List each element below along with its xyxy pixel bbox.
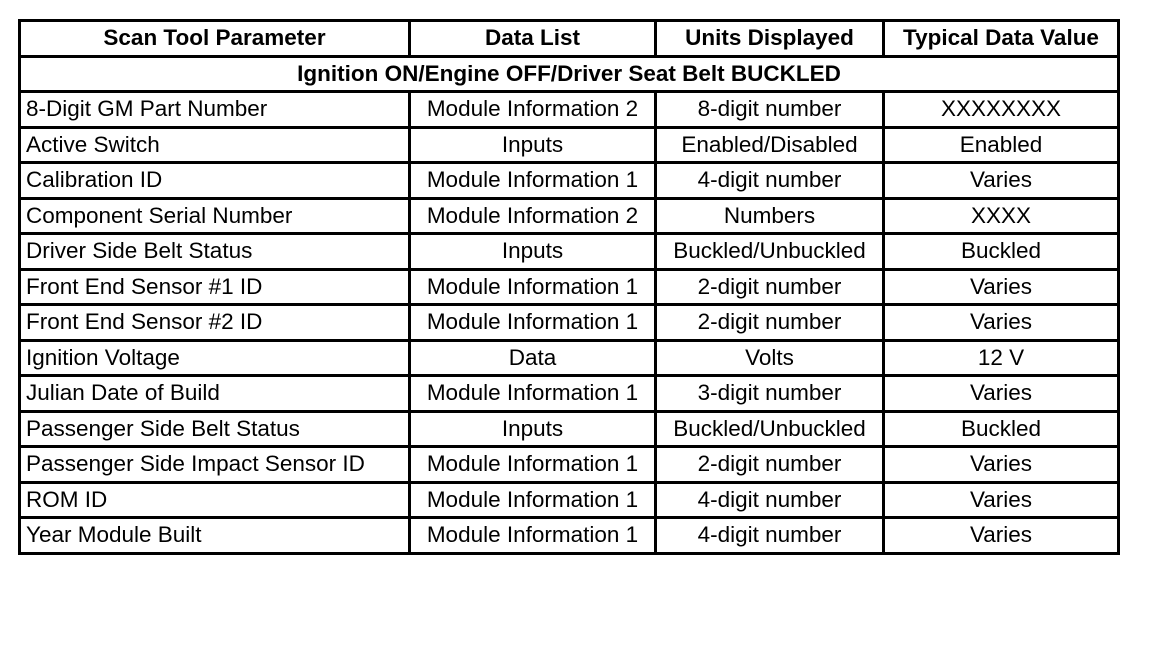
units-cell: 4-digit number — [656, 482, 884, 518]
data-list-cell: Module Information 2 — [410, 198, 656, 234]
data-list-cell: Module Information 1 — [410, 305, 656, 341]
data-list-cell: Module Information 1 — [410, 518, 656, 554]
table-row — [20, 163, 1119, 199]
section-row — [20, 56, 1119, 92]
parameter-cell: Calibration ID — [20, 163, 410, 199]
data-list-cell: Inputs — [410, 127, 656, 163]
table-row — [20, 198, 1119, 234]
units-cell: Numbers — [656, 198, 884, 234]
typical-value-cell: XXXX — [884, 198, 1119, 234]
units-cell: Buckled/Unbuckled — [656, 411, 884, 447]
units-cell: 4-digit number — [656, 518, 884, 554]
table-row — [20, 127, 1119, 163]
units-cell: 2-digit number — [656, 269, 884, 305]
table-row — [20, 411, 1119, 447]
parameter-cell: 8-Digit GM Part Number — [20, 92, 410, 128]
table-row — [20, 482, 1119, 518]
units-cell: 2-digit number — [656, 305, 884, 341]
data-list-cell: Module Information 1 — [410, 447, 656, 483]
header-row — [20, 21, 1119, 57]
parameter-cell: Passenger Side Impact Sensor ID — [20, 447, 410, 483]
parameter-cell: Component Serial Number — [20, 198, 410, 234]
data-list-cell: Module Information 1 — [410, 482, 656, 518]
table-row — [20, 340, 1119, 376]
units-cell: 4-digit number — [656, 163, 884, 199]
table-row — [20, 269, 1119, 305]
scan-tool-data-table — [18, 19, 1120, 555]
typical-value-cell: Varies — [884, 482, 1119, 518]
header-units-displayed: Units Displayed — [656, 21, 884, 57]
table-row — [20, 305, 1119, 341]
section-title: Ignition ON/Engine OFF/Driver Seat Belt BUCKLED — [20, 56, 1119, 92]
parameter-cell: Year Module Built — [20, 518, 410, 554]
data-list-cell: Data — [410, 340, 656, 376]
parameter-cell: Active Switch — [20, 127, 410, 163]
units-cell: Buckled/Unbuckled — [656, 234, 884, 270]
units-cell: 3-digit number — [656, 376, 884, 412]
parameter-cell: Julian Date of Build — [20, 376, 410, 412]
table-row — [20, 376, 1119, 412]
typical-value-cell: Varies — [884, 163, 1119, 199]
header-typical-data-value: Typical Data Value — [884, 21, 1119, 57]
typical-value-cell: Varies — [884, 447, 1119, 483]
typical-value-cell: Varies — [884, 305, 1119, 341]
parameter-cell: Front End Sensor #2 ID — [20, 305, 410, 341]
data-list-cell: Module Information 1 — [410, 163, 656, 199]
header-scan-tool-parameter: Scan Tool Parameter — [20, 21, 410, 57]
units-cell: Volts — [656, 340, 884, 376]
parameter-cell: Driver Side Belt Status — [20, 234, 410, 270]
data-list-cell: Inputs — [410, 411, 656, 447]
typical-value-cell: Varies — [884, 269, 1119, 305]
data-list-cell: Module Information 2 — [410, 92, 656, 128]
table-row — [20, 92, 1119, 128]
table-body — [20, 56, 1119, 553]
data-list-cell: Module Information 1 — [410, 376, 656, 412]
typical-value-cell: XXXXXXXX — [884, 92, 1119, 128]
units-cell: Enabled/Disabled — [656, 127, 884, 163]
units-cell: 2-digit number — [656, 447, 884, 483]
units-cell: 8-digit number — [656, 92, 884, 128]
typical-value-cell: Buckled — [884, 411, 1119, 447]
table-row — [20, 447, 1119, 483]
parameter-cell: Ignition Voltage — [20, 340, 410, 376]
typical-value-cell: Varies — [884, 376, 1119, 412]
scan-tool-data-sheet — [18, 19, 1120, 555]
parameter-cell: Passenger Side Belt Status — [20, 411, 410, 447]
typical-value-cell: Buckled — [884, 234, 1119, 270]
typical-value-cell: Enabled — [884, 127, 1119, 163]
header-data-list: Data List — [410, 21, 656, 57]
parameter-cell: ROM ID — [20, 482, 410, 518]
table-row — [20, 234, 1119, 270]
typical-value-cell: 12 V — [884, 340, 1119, 376]
parameter-cell: Front End Sensor #1 ID — [20, 269, 410, 305]
data-list-cell: Inputs — [410, 234, 656, 270]
data-list-cell: Module Information 1 — [410, 269, 656, 305]
table-row — [20, 518, 1119, 554]
typical-value-cell: Varies — [884, 518, 1119, 554]
